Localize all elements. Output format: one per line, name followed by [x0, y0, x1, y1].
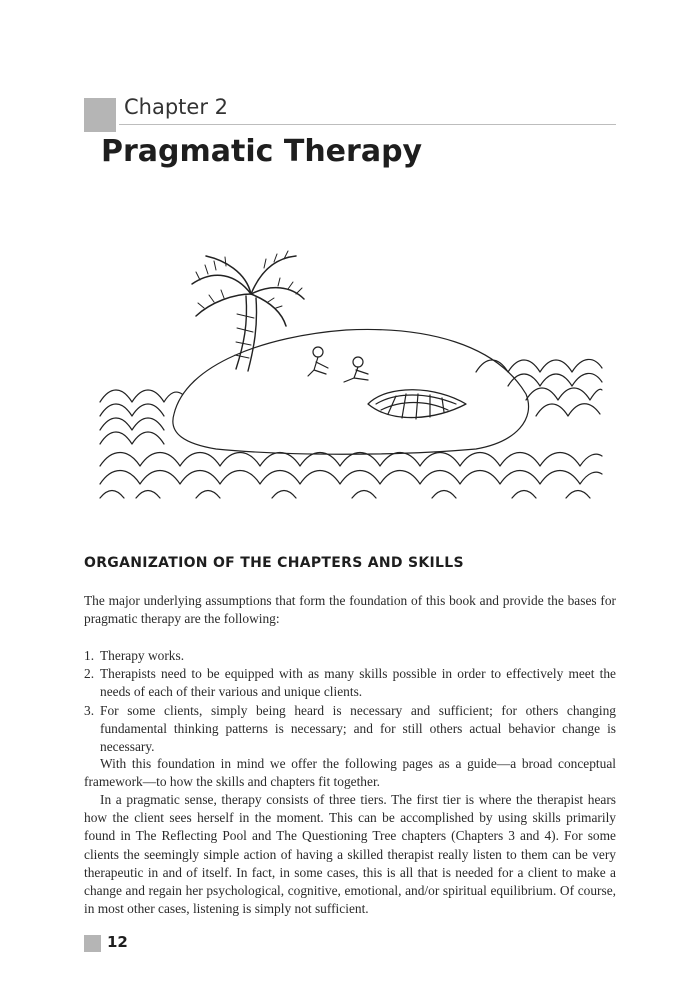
chapter-divider	[119, 124, 616, 125]
intro-paragraph: The major underlying assumptions that form the foundation of this book and provide the bases for pragmatic therapy are the following:	[84, 593, 616, 627]
list-item-text: For some clients, simply being heard is necessary and sufficient; for others changing fundamental thinking patterns is necessary; and for still others actual behavior change is necessary.	[100, 702, 616, 755]
page-number: 12	[107, 933, 128, 951]
body-paragraph-framework: With this foundation in mind we offer the following pages as a guide—a broad conceptual framework—to how the skills and chapters fit together.	[84, 756, 616, 790]
chapter-label: Chapter 2	[124, 95, 228, 119]
list-number: 2.	[84, 666, 95, 682]
chapter-marker-block	[84, 98, 116, 132]
assumptions-list	[84, 647, 616, 756]
list-item-text: Therapy works.	[100, 648, 185, 663]
list-number: 1.	[84, 648, 95, 663]
section-heading: ORGANIZATION OF THE CHAPTERS AND SKILLS	[84, 555, 464, 571]
list-item-text: Therapists need to be equipped with as many skills possible in order to effectively meet the needs of each of their various and unique clients.	[100, 666, 616, 700]
list-number: 3.	[84, 702, 95, 718]
page-number-marker	[84, 935, 101, 952]
page-title: Pragmatic Therapy	[101, 134, 423, 169]
list-item	[84, 647, 616, 665]
list-item	[84, 665, 616, 701]
body-paragraph-tiers: In a pragmatic sense, therapy consists of three tiers. The first tier is where the therapist hears how the client sees herself in the moment. This can be accomplished by using skills primarily found in The Reflecting Pool and The Questioning Tree chapters (Chapters 3 and 4). For some clients the seemingly simple action of having a skilled therapist really listen to them can be very therapeutic in and of itself. In fact, in some cases, this is all that is needed for a client to make a change and regain her psychological, cognitive, emotional, and/or spiritual equilibrium. Of course, in most other cases, listening is simply not sufficient.	[84, 792, 616, 917]
list-item	[84, 702, 616, 757]
island-palm-tree-illustration	[96, 244, 604, 506]
